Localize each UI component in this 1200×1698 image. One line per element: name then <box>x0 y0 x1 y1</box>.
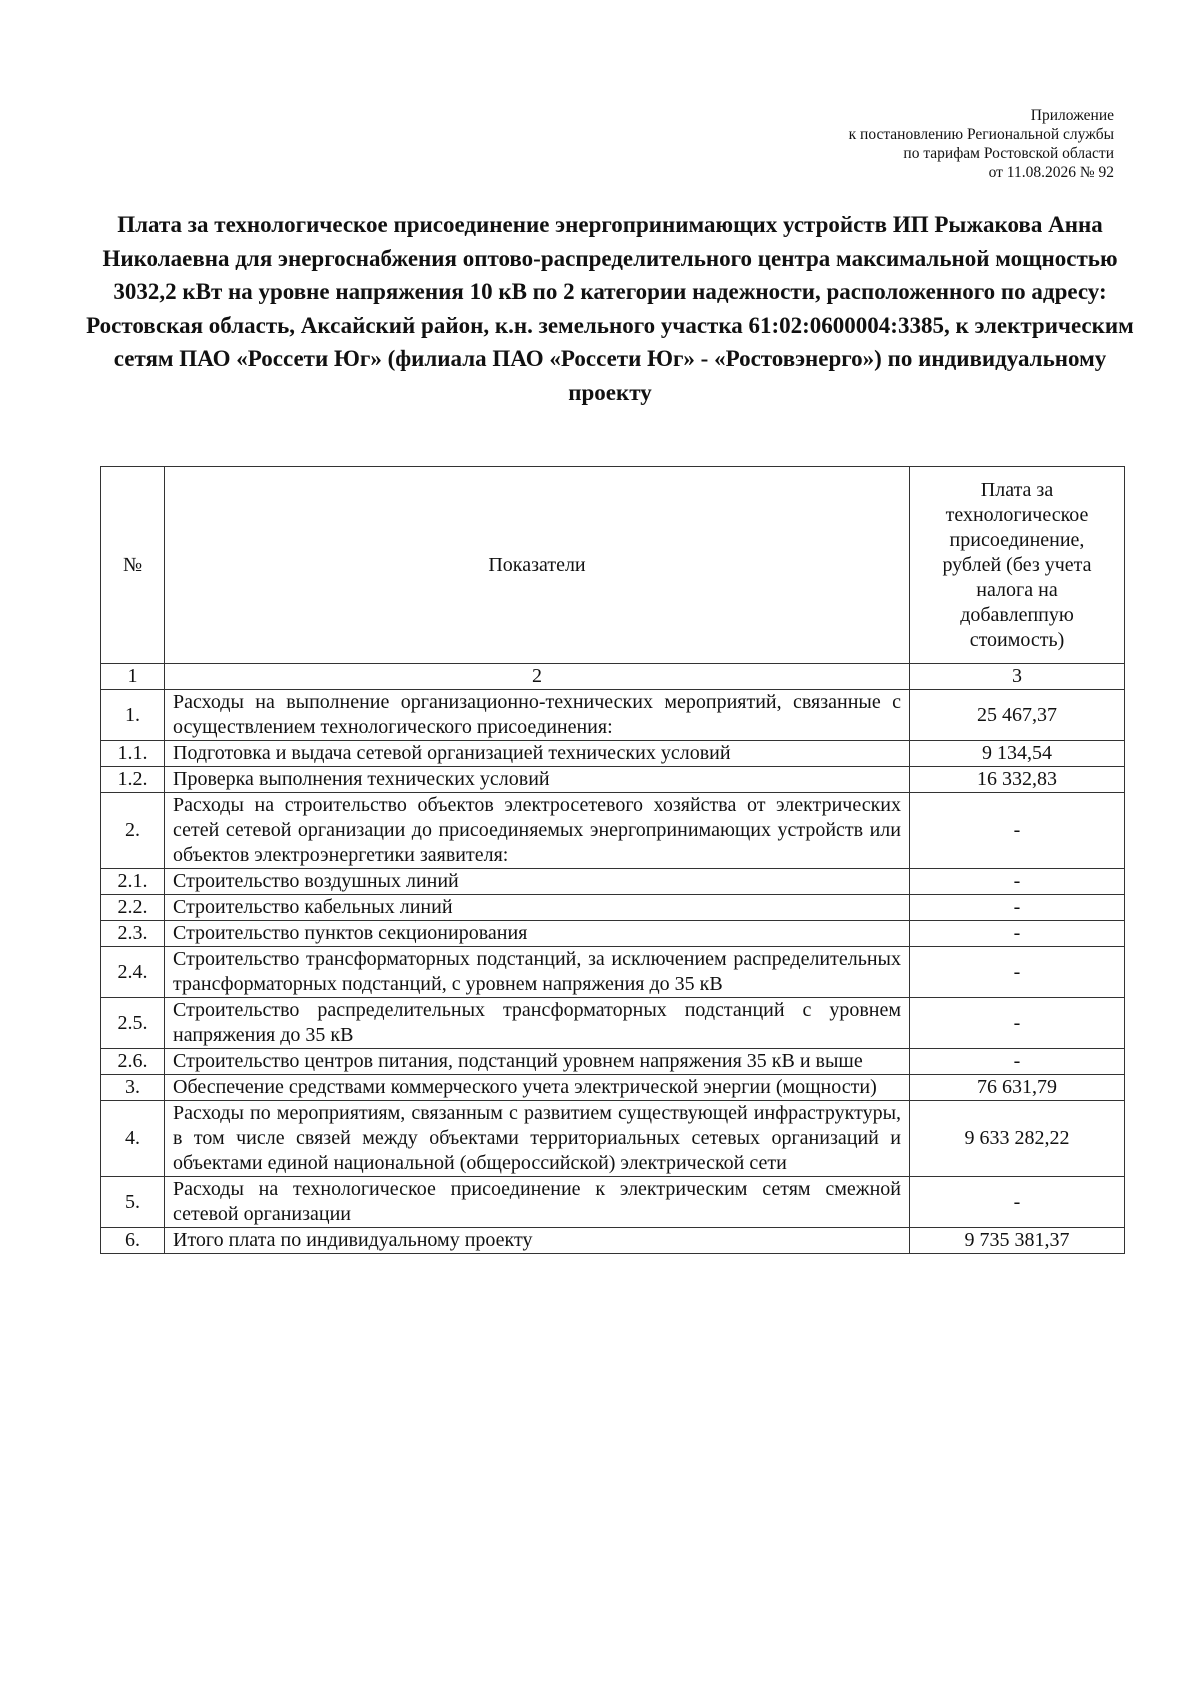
row-indicator: Строительство трансформаторных подстанций, за исключением распределительных трансформаторных подстанций, с уровнем напряжения до 35 кВ <box>165 947 910 998</box>
approval-stamp <box>849 106 1114 182</box>
table-row <box>101 690 1125 741</box>
row-number: 6. <box>101 1228 165 1254</box>
document-title: Плата за технологическое присоединение энергопринимающих устройств ИП Рыжакова Анна Николаевна для энергоснабжения оптово-распределительного центра максимальной мощностью 3032,2 кВт на уровне напряжения 10 кВ по 2 категории надежности, расположенного по адресу: Ростовская область, Аксайский район, к.н. земельного участка 61:02:0600004:3385, к электрическим сетям ПАО «Россети Юг» (филиала ПАО «Россети Юг» - «Ростовэнерго») по индивидуальному проекту <box>86 212 1134 405</box>
table-row <box>101 741 1125 767</box>
table-row <box>101 767 1125 793</box>
row-fee-value: - <box>910 895 1125 921</box>
header-indicator: Показатели <box>165 467 910 664</box>
row-number: 5. <box>101 1177 165 1228</box>
table-row <box>101 869 1125 895</box>
table-row <box>101 947 1125 998</box>
row-fee-value: - <box>910 869 1125 895</box>
row-fee-value: - <box>910 1177 1125 1228</box>
row-indicator: Итого плата по индивидуальному проекту <box>165 1228 910 1254</box>
approval-line: по тарифам Ростовской области <box>903 145 1114 162</box>
row-fee-value: - <box>910 998 1125 1049</box>
table-row <box>101 793 1125 869</box>
column-index: 1 <box>101 664 165 690</box>
row-number: 2.5. <box>101 998 165 1049</box>
header-fee: Плата за технологическое присоединение, рублей (без учета налога на добавлеппую стоимость) <box>910 467 1125 664</box>
row-number: 2.1. <box>101 869 165 895</box>
row-fee-value: - <box>910 1049 1125 1075</box>
row-indicator: Строительство центров питания, подстанций уровнем напряжения 35 кВ и выше <box>165 1049 910 1075</box>
row-indicator: Строительство воздушных линий <box>165 869 910 895</box>
row-fee-value: 76 631,79 <box>910 1075 1125 1101</box>
row-fee-value: 25 467,37 <box>910 690 1125 741</box>
row-indicator: Строительство пунктов секционирования <box>165 921 910 947</box>
row-fee-value: 9 134,54 <box>910 741 1125 767</box>
row-indicator: Строительство кабельных линий <box>165 895 910 921</box>
fee-table <box>100 466 1125 1254</box>
table-body <box>101 690 1125 1254</box>
row-number: 2.2. <box>101 895 165 921</box>
row-indicator: Строительство распределительных трансформаторных подстанций с уровнем напряжения до 35 кВ <box>165 998 910 1049</box>
row-number: 2.6. <box>101 1049 165 1075</box>
row-indicator: Расходы на строительство объектов электросетевого хозяйства от электрических сетей сетевой организации до присоединяемых энергопринимающих устройств или объектов электроэнергетики заявителя: <box>165 793 910 869</box>
header-number: № <box>101 467 165 664</box>
row-fee-value: 16 332,83 <box>910 767 1125 793</box>
column-index-row <box>101 664 1125 690</box>
row-indicator: Расходы по мероприятиям, связанным с развитием существующей инфраструктуры, в том числе связей между объектами территориальных сетевых организаций и объектами единой национальной (общероссийской) электрической сети <box>165 1101 910 1177</box>
column-index: 3 <box>910 664 1125 690</box>
row-number: 2. <box>101 793 165 869</box>
row-number: 2.4. <box>101 947 165 998</box>
table-row <box>101 1228 1125 1254</box>
table-row <box>101 1075 1125 1101</box>
row-number: 1.1. <box>101 741 165 767</box>
table-row <box>101 1101 1125 1177</box>
approval-line: от 11.08.2026 № 92 <box>988 164 1114 181</box>
row-fee-value: - <box>910 921 1125 947</box>
approval-line: Приложение <box>1030 107 1114 124</box>
row-indicator: Обеспечение средствами коммерческого учета электрической энергии (мощности) <box>165 1075 910 1101</box>
row-number: 1. <box>101 690 165 741</box>
table-row <box>101 921 1125 947</box>
row-number: 1.2. <box>101 767 165 793</box>
table-row <box>101 1049 1125 1075</box>
row-number: 4. <box>101 1101 165 1177</box>
row-indicator: Расходы на технологическое присоединение к электрическим сетям смежной сетевой организации <box>165 1177 910 1228</box>
table-row <box>101 1177 1125 1228</box>
row-indicator: Подготовка и выдача сетевой организацией технических условий <box>165 741 910 767</box>
row-fee-value: 9 633 282,22 <box>910 1101 1125 1177</box>
table-header-row <box>101 467 1125 664</box>
row-fee-value: - <box>910 947 1125 998</box>
row-fee-value: 9 735 381,37 <box>910 1228 1125 1254</box>
row-number: 3. <box>101 1075 165 1101</box>
row-number: 2.3. <box>101 921 165 947</box>
table-row <box>101 895 1125 921</box>
row-indicator: Проверка выполнения технических условий <box>165 767 910 793</box>
column-index: 2 <box>165 664 910 690</box>
row-fee-value: - <box>910 793 1125 869</box>
table-row <box>101 998 1125 1049</box>
approval-line: к постановлению Региональной службы <box>848 126 1114 143</box>
row-indicator: Расходы на выполнение организационно-технических мероприятий, связанные с осуществлением технологического присоединения: <box>165 690 910 741</box>
